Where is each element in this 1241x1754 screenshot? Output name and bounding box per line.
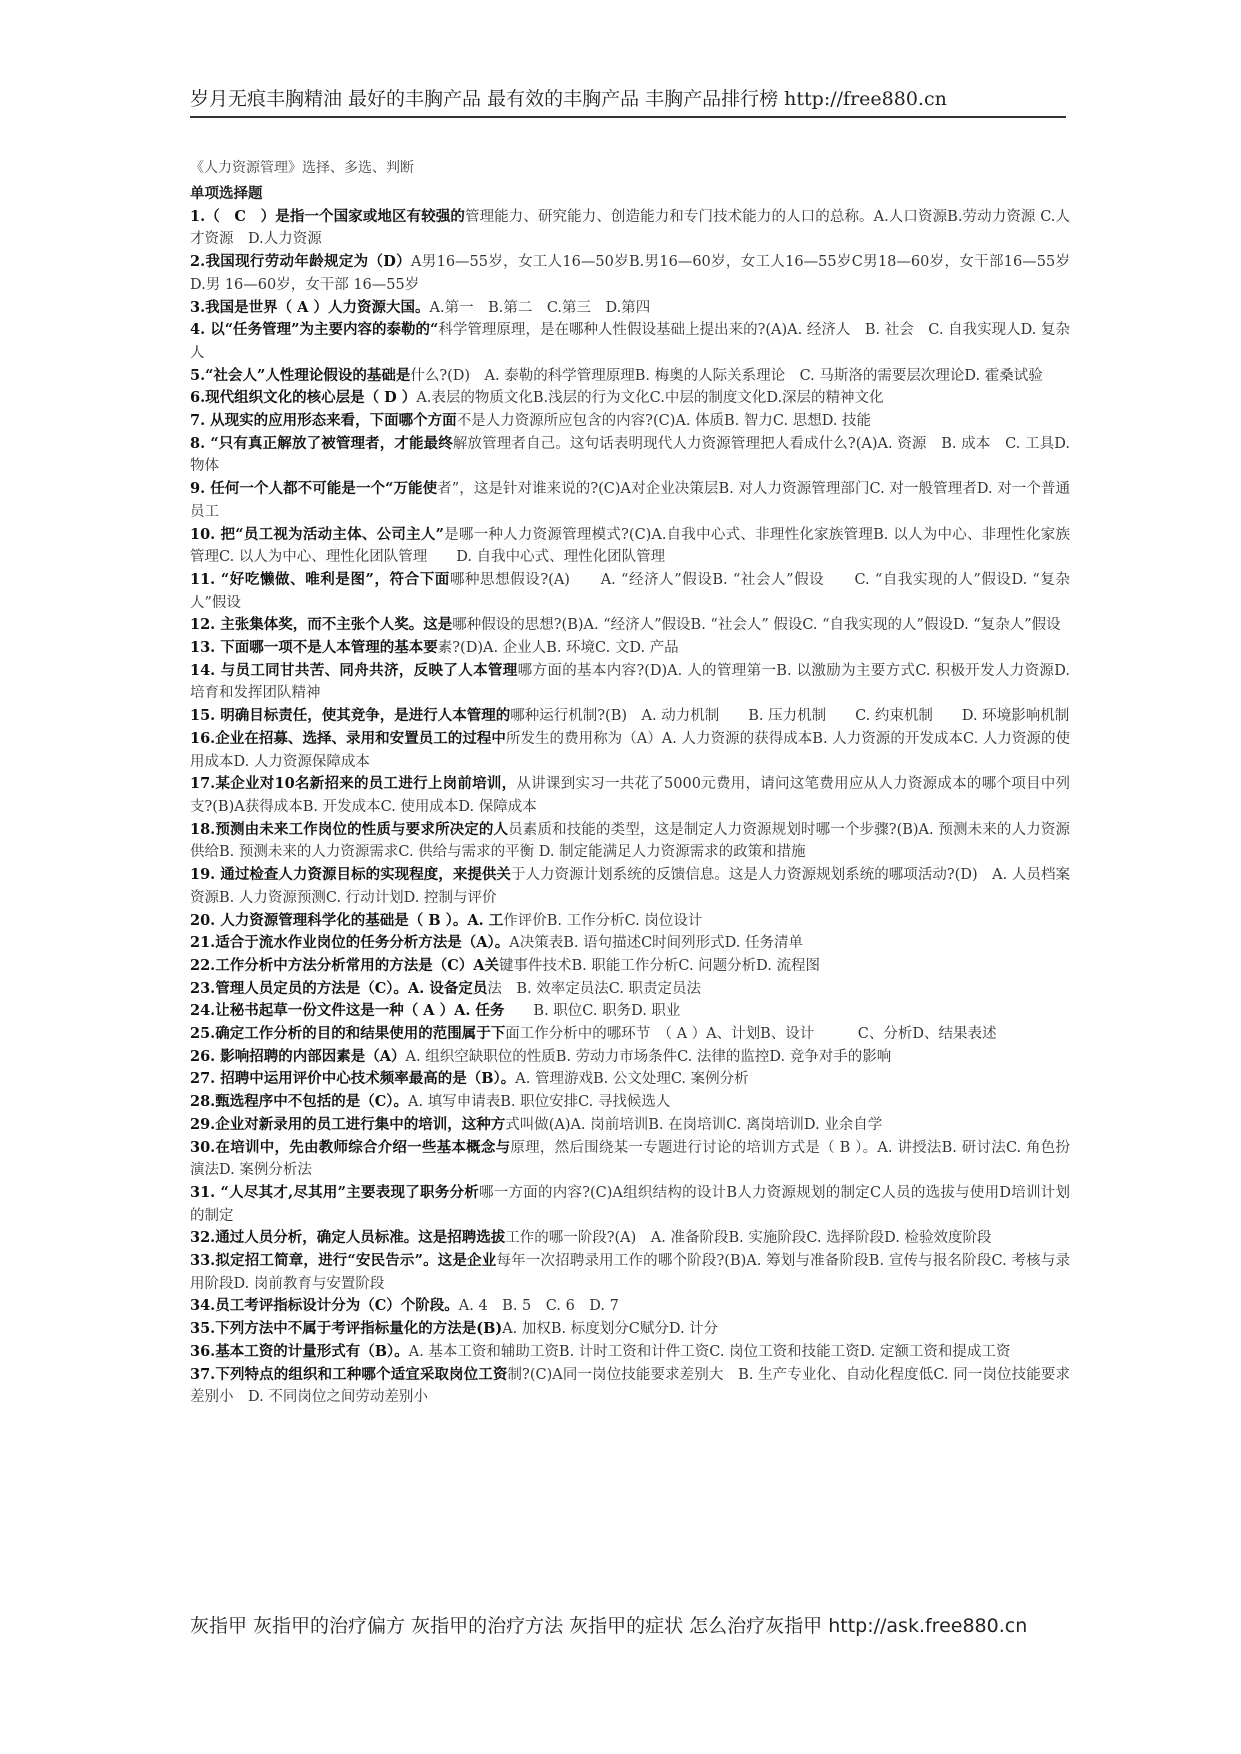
question-item <box>190 705 1070 728</box>
question-stem: 8. “只有真正解放了被管理者，才能最终 <box>190 434 453 452</box>
question-options: 哪种运行机制?(B) A. 动力机制 B. 压力机制 C. 约束机制 D. 环境影响机制 <box>510 708 1070 725</box>
question-options: 素?(D)A. 企业人B. 环境C. 文D. 产品 <box>437 640 679 657</box>
question-options: 管理能力、研究能力、创造能力和专门技术能力的人口的总称。A.人口资源B.劳动力资源 C.人才资源 D.人力资源 <box>190 208 1070 248</box>
question-item <box>190 932 1070 955</box>
question-options: A. 填写申请表B. 职位安排C. 寻找候选人 <box>408 1094 671 1111</box>
question-stem: 2.我国现行劳动年龄规定为（D） <box>190 253 411 271</box>
question-options: 哪方面的基本内容?(D)A. 人的管理第一B. 以激励为主要方式C. 积极开发人力资源D. 培育和发挥团队精神 <box>190 662 1070 702</box>
question-item <box>190 1068 1070 1091</box>
question-stem: 21.适合于流水作业岗位的任务分析方法是（A）。 <box>190 934 510 952</box>
question-options: A. 基本工资和辅助工资B. 计时工资和计件工资C. 岗位工资和技能工资D. 定额工资和提成工资 <box>408 1343 1011 1360</box>
question-item <box>190 955 1070 978</box>
footer-link[interactable]: http://ask.free880.cn <box>828 1615 1028 1637</box>
question-stem: 31. “人尽其才,尽其用”主要表现了职务分析 <box>190 1183 479 1201</box>
question-stem: 30.在培训中，先由教师综合介绍一些基本概念与 <box>190 1138 511 1156</box>
question-stem: 28.甄选程序中不包括的是（C）。 <box>190 1093 409 1111</box>
question-item <box>190 433 1070 478</box>
question-item <box>190 614 1070 637</box>
page-header: 岁月无痕丰胸精油 最好的丰胸产品 最有效的丰胸产品 丰胸产品排行榜 http://free880.cn <box>190 88 947 110</box>
question-item <box>190 478 1070 523</box>
question-stem: 35.下列方法中不属于考评指标量化的方法是(B) <box>190 1320 503 1338</box>
question-stem: 26. 影响招聘的内部因素是（A） <box>190 1047 406 1065</box>
question-item <box>190 410 1070 433</box>
question-item <box>190 978 1070 1001</box>
question-item <box>190 819 1070 864</box>
question-stem: 24.让秘书起草一份文件这是一种（ A ）A. 任务 <box>190 1002 505 1020</box>
question-stem: 4. 以“任务管理”为主要内容的泰勒的“ <box>190 321 439 339</box>
question-item <box>190 1227 1070 1250</box>
question-item <box>190 297 1070 320</box>
question-stem: 25.确定工作分析的目的和结果使用的范围属于下 <box>190 1025 506 1043</box>
question-options: A男16—55岁，女工人16—50岁B.男16—60岁，女工人16—55岁C男18—60岁，女干部16—55岁D.男 16—60岁，女干部 16—55岁 <box>190 254 1070 293</box>
question-item <box>190 773 1070 818</box>
question-stem: 5.“社会人”人性理论假设的基础是 <box>190 366 411 384</box>
question-stem: 7. 从现实的应用形态来看，下面哪个方面 <box>190 412 457 430</box>
question-item <box>190 1182 1070 1227</box>
question-options: 员素质和技能的类型，这是制定人力资源规划时哪一个步骤?(B)A. 预测未来的人力资源供给B. 预测未来的人力资源需求C. 供给与需求的平衡 D. 制定能满足人力资源需求的政策和措施 <box>190 821 1070 861</box>
question-item <box>190 365 1070 388</box>
question-item <box>190 864 1070 909</box>
question-stem: 37.下列特点的组织和工种哪个适宜采取岗位工资 <box>190 1365 508 1383</box>
question-options: A.第一 B.第二 C.第三 D.第四 <box>429 299 651 316</box>
question-item <box>190 1000 1070 1023</box>
question-options: 键事件技术B. 职能工作分析C. 问题分析D. 流程图 <box>499 957 821 974</box>
question-item <box>190 660 1070 705</box>
question-options: 作评价B. 工作分析C. 岗位设计 <box>503 912 703 929</box>
question-options: 科学管理原理，是在哪种人性假设基础上提出来的?(A)A. 经济人 B. 社会 C. 自我实现人D. 复杂人 <box>190 322 1070 361</box>
question-stem: 19. 通过检查人力资源目标的实现程度，来提供关 <box>190 866 511 884</box>
question-options: 不是人力资源所应包含的内容?(C)A. 体质B. 智力C. 思想D. 技能 <box>456 413 872 430</box>
question-stem: 27. 招聘中运用评价中心技术频率最高的是（B）。 <box>190 1070 516 1088</box>
question-item <box>190 206 1070 251</box>
question-options: A. 加权B. 标度划分C赋分D. 计分 <box>502 1321 719 1338</box>
question-item <box>190 1137 1070 1182</box>
question-item <box>190 1295 1070 1318</box>
question-options: A. 组织空缺职位的性质B. 劳动力市场条件C. 法律的监控D. 竞争对手的影响 <box>405 1048 892 1065</box>
question-stem: 18.预测由未来工作岗位的性质与要求所决定的人 <box>190 820 509 838</box>
question-item <box>190 1091 1070 1114</box>
question-options: 法 B. 效率定员法C. 职责定员法 <box>487 980 702 997</box>
question-options: A. 管理游戏B. 公文处理C. 案例分析 <box>515 1071 749 1088</box>
question-stem: 29.企业对新录用的员工进行集中的培训，这种方 <box>190 1115 506 1133</box>
question-stem: 22.工作分析中方法分析常用的方法是（C）A关 <box>190 956 500 974</box>
footer-text: 灰指甲 灰指甲的治疗偏方 灰指甲的治疗方法 灰指甲的症状 怎么治疗灰指甲 <box>190 1615 829 1637</box>
question-item <box>190 1114 1070 1137</box>
question-options: 面工作分析中的哪环节 （ A ）A、计划B、设计 C、分析D、结果表述 <box>505 1026 997 1043</box>
question-options: 原理，然后围绕某一专题进行讨论的培训方式是（ B ）。A. 讲授法B. 研讨法C. 角色扮演法D. 案例分析法 <box>190 1139 1070 1179</box>
question-list <box>190 183 1070 1409</box>
question-item <box>190 1364 1070 1409</box>
question-stem: 3.我国是世界（ A ）人力资源大国。 <box>190 298 430 316</box>
question-stem: 32.通过人员分析，确定人员标准。这是招聘选拔 <box>190 1229 506 1247</box>
question-options: 哪种思想假设?(A) A. “经济人”假设B. “社会人”假设 C. “自我实现的人”假设D. “复杂人”假设 <box>190 571 1070 611</box>
question-options: A.表层的物质文化B.浅层的行为文化C.中层的制度文化D.深层的精神文化 <box>416 390 884 407</box>
question-options: A决策表B. 语句描述C时间列形式D. 任务清单 <box>509 935 803 952</box>
question-stem: 10. 把“员工视为活动主体、公司主人” <box>190 525 444 543</box>
question-item <box>190 569 1070 614</box>
question-item <box>190 1318 1070 1341</box>
question-item <box>190 1023 1070 1046</box>
question-item <box>190 1046 1070 1069</box>
question-item <box>190 387 1070 410</box>
question-options: 每年一次招聘录用工作的哪个阶段?(B)A. 筹划与准备阶段B. 宣传与报名阶段C. 考核与录用阶段D. 岗前教育与安置阶段 <box>190 1253 1070 1292</box>
question-stem: 9. 任何一个人都不可能是一个“万能使 <box>190 480 438 498</box>
question-stem: 17.某企业对10名新招来的员工进行上岗前培训， <box>190 775 517 793</box>
question-stem: 11. “好吃懒做、唯利是图”，符合下面 <box>190 570 450 588</box>
question-stem: 15. 明确目标责任，使其竞争，是进行人本管理的 <box>190 707 511 725</box>
question-options: 哪一方面的内容?(C)A组织结构的设计B人力资源规划的制定C人员的选拔与使用D培训计划的制定 <box>190 1184 1070 1224</box>
question-options: B. 职位C. 职务D. 职业 <box>504 1003 681 1020</box>
question-options: 者”，这是针对谁来说的?(C)A对企业决策层B. 对人力资源管理部门C. 对一般管理者D. 对一个普通员工 <box>190 481 1071 520</box>
question-options: 哪种假设的思想?(B)A. “经济人”假设B. “社会人” 假设C. “自我实现的人”假设D. “复杂人”假设 <box>452 617 1061 634</box>
question-options: 是哪一种人力资源管理模式?(C)A.自我中心式、非理性化家族管理B. 以人为中心、非理性化家族管理C. 以人为中心、理性化团队管理 D. 自我中心式、理性化团队管理 <box>190 526 1070 566</box>
question-item <box>190 251 1070 296</box>
question-stem: 36.基本工资的计量形式有（B）。 <box>190 1342 409 1360</box>
page-footer <box>190 1613 1027 1639</box>
section-title: 单项选择题 <box>190 185 263 202</box>
question-item <box>190 1250 1070 1295</box>
question-item <box>190 910 1070 933</box>
question-stem: 34.员工考评指标设计分为（C）个阶段。 <box>190 1297 459 1315</box>
question-options: 工作的哪一阶段?(A) A. 准备阶段B. 实施阶段C. 选择阶段D. 检验效度阶段 <box>505 1230 992 1247</box>
question-stem: 1.（ C ）是指一个国家或地区有较强的 <box>190 207 465 225</box>
question-options: 所发生的费用称为（A）A. 人力资源的获得成本B. 人力资源的开发成本C. 人力资源的使用成本D. 人力资源保障成本 <box>190 730 1071 770</box>
question-stem: 20. 人力资源管理科学化的基础是（ B ）。A. 工 <box>190 911 504 929</box>
question-options: 制?(C)A同一岗位技能要求差别大 B. 生产专业化、自动化程度低C. 同一岗位技能要求差别小 D. 不同岗位之间劳动差别小 <box>190 1366 1070 1406</box>
question-stem: 14. 与员工同甘共苦、同舟共济，反映了人本管理 <box>190 661 518 679</box>
document-title: 《人力资源管理》选择、多选、判断 <box>190 160 414 176</box>
question-options: 式叫做(A)A. 岗前培训B. 在岗培训C. 离岗培训D. 业余自学 <box>505 1116 883 1133</box>
question-stem: 6.现代组织文化的核心层是（ D ） <box>190 389 417 407</box>
question-options: 解放管理者自己。这句话表明现代人力资源管理把人看成什么?(A)A. 资源 B. 成本 C. 工具D. 物体 <box>190 435 1070 475</box>
question-stem: 16.企业在招募、选择、录用和安置员工的过程中 <box>190 729 506 747</box>
question-stem: 23.管理人员定员的方法是（C）。A. 设备定员 <box>190 979 488 997</box>
question-item <box>190 728 1070 773</box>
question-item <box>190 524 1070 569</box>
question-item <box>190 1341 1070 1364</box>
question-options: 于人力资源计划系统的反馈信息。这是人力资源规划系统的哪项活动?(D) A. 人员档案资源B. 人力资源预测C. 行动计划D. 控制与评价 <box>190 867 1070 906</box>
question-options: 从讲课到实习一共花了5000元费用，请问这笔费用应从人力资源成本的哪个项目中列支?(B)A获得成本B. 开发成本C. 使用成本D. 保障成本 <box>190 776 1070 815</box>
question-item <box>190 637 1070 660</box>
question-stem: 12. 主张集体奖，而不主张个人奖。这是 <box>190 616 453 634</box>
question-stem: 33.拟定招工简章，进行“安民告示”。这是企业 <box>190 1252 497 1270</box>
question-stem: 13. 下面哪一项不是人本管理的基本要 <box>190 639 438 657</box>
question-item <box>190 319 1070 364</box>
question-options: A. 4 B. 5 C. 6 D. 7 <box>458 1298 619 1315</box>
header-divider <box>190 116 1066 118</box>
question-options: 什么?(D) A. 泰勒的科学管理原理B. 梅奥的人际关系理论 C. 马斯洛的需要层次理论D. 霍桑试验 <box>410 367 1043 384</box>
